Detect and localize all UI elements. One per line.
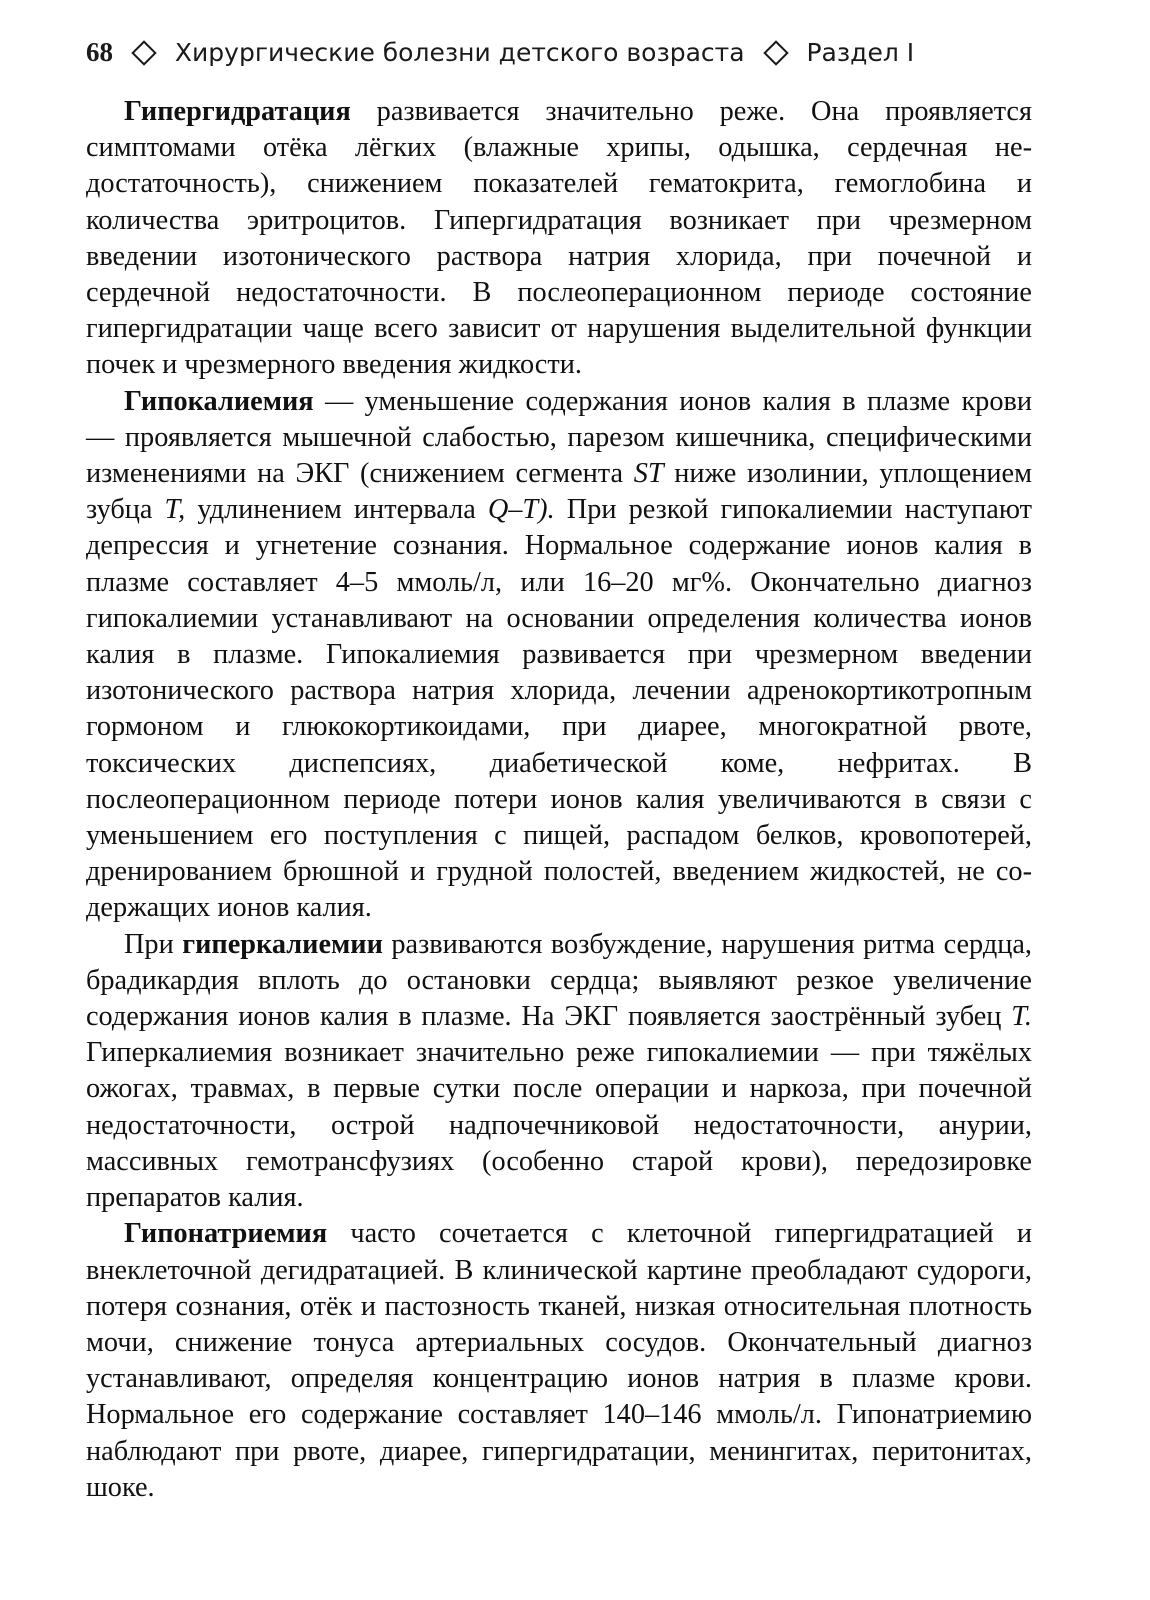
paragraph-text: ниже изолинии, уплощением зубца [86, 458, 1033, 526]
paragraph-text: развивается значительно реже. Она проявляется симптомами отёка лёгких (влажные хрипы, одышка, сердечная недостаточность), снижением показателей гематокрита, гемоглобина и количества эритроцитов. Гипергидратация возникает при чрезмерном введении изотонического раствора натрия хлорида, при почечной и сердечной недостаточности. В послеоперационном периоде состояние гипергидратации чаще всего зависит от нарушения выделительной функции почек и чрезмерного введения жидкости. [86, 96, 1032, 381]
book-title: Хирургические болезни детского возраста [174, 38, 745, 67]
diamond-separator-icon [763, 40, 788, 65]
paragraph-text: часто сочетается с клеточной гипергидратацией и внеклеточной дегидратацией. В клинической картине преобладают судороги, потеря сознания, отёк и пастозность тканей, низкая относительная плотность мочи, снижение тонуса артериальных сосудов. Окончательный диагноз устанавливают, определяя концентрацию ионов натрия в плазме крови. Нормальное его содержание составляет 140–146 ммоль/л. Гипонатриемию наблюдают при рвоте, диарее, гипергидратации, менингитах, перитонитах, шоке. [86, 1218, 1032, 1503]
paragraph-text: удлинением интервала [185, 494, 488, 526]
paragraph-text: При резкой гипокалиемии наступают депрессия и угнетение сознания. Нормальное содержание ионов калия в плазме составляет 4–5 ммоль/л, или 16–20 мг%. Окончательно диагноз гипокалиемии устанавливают на основании определения количества ионов калия в плазме. Гипокалиемия развивается при чрезмерном введении изотонического раствора натрия хлорида, лечении адренокортикотропным гормоном и глюкокортикоидами, при диарее, многократной рвоте, токсических диспепсиях, диабетической коме, нефритах. В послеоперационном периоде потери ионов калия увеличиваются в связи с уменьшением его поступления с пищей, распадом белков, кровопотерей, дренированием брюшной и грудной полостей, введением жидкостей, не содержащих ионов калия. [86, 494, 1032, 924]
ecg-interval-qt: Q–T). [487, 494, 555, 526]
paragraph-hyperkalemia [86, 927, 1032, 1217]
ecg-segment-st: ST [633, 458, 664, 490]
page-number: 68 [86, 37, 113, 67]
running-header [86, 34, 1032, 74]
term-hypokalemia: Гипокалиемия [124, 385, 314, 417]
term-hyperkalemia: гиперкалиемии [182, 928, 383, 960]
ecg-wave-t: T. [1011, 1001, 1032, 1033]
paragraph-text: Гиперкалиемия возникает значительно реже гипокалиемии — при тяжёлых ожогах, травмах, в первые сутки после операции и наркоза, при почечной недостаточности, острой надпочечниковой недостаточности, анурии, массивных гемотрансфузиях (особенно старой крови), передозировке препаратов калия. [86, 1037, 1032, 1214]
section-label: Раздел I [806, 38, 915, 67]
diamond-separator-icon [131, 40, 156, 65]
paragraph-hyponatremia [86, 1216, 1032, 1506]
term-hyponatremia: Гипонатриемия [124, 1218, 328, 1250]
book-page [86, 34, 1032, 1506]
paragraph-text: При [124, 928, 183, 960]
paragraph-hypokalemia [86, 384, 1032, 927]
paragraph-text: развиваются возбуждение, нарушения ритма сердца, брадикардия вплоть до остановки сердца; выявляют резкое увеличение содержания ионов калия в плазме. На ЭКГ появляется заострённый зубец [86, 928, 1032, 1033]
paragraph-hyperhydration [86, 94, 1032, 384]
ecg-wave-t: T, [164, 494, 186, 526]
paragraph-text: — уменьшение содержания ионов калия в плазме крови — проявляется мышечной слабостью, парезом кишечника, специфическими изменениями на ЭКГ (снижением сегмента [86, 385, 1032, 490]
term-hyperhydration: Гипергидратация [124, 96, 351, 127]
body-text [86, 94, 1032, 1506]
